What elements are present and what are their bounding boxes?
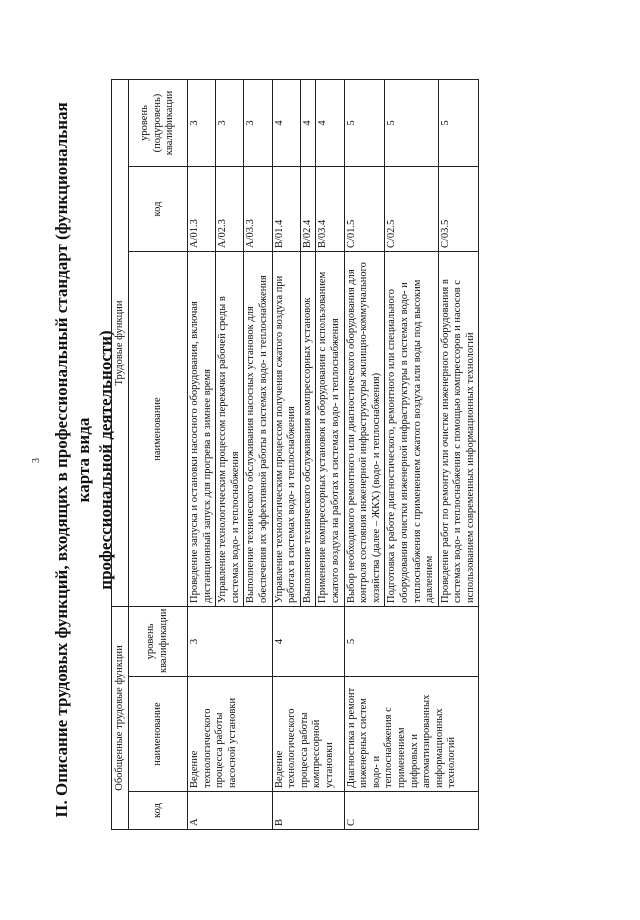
group-name: Ведение технологического процесса работы насосной установки: [188, 677, 273, 792]
function-name: Проведение работ по ремонту или очистке инженерного оборудования в системах водо- и теплоснабжения с помощью компрессоров и насосов с использованием современных информационных технологий: [438, 252, 479, 607]
group-name: Диагностика и ремонт инженерных систем водо- и теплоснабжения с применением цифровых и автоматизированных информационных технологий: [344, 677, 479, 792]
function-name: Управление технологическим процессом перекачки рабочей среды в системах водо- и теплоснабжения: [216, 252, 244, 607]
function-level: 3: [216, 79, 244, 166]
function-code: B/01.4: [272, 167, 300, 252]
function-name: Управление технологическим процессом получения сжатого воздуха при работах в системах водо- и теплоснабжения: [272, 252, 300, 607]
function-name: Выполнение технического обслуживания насосных установок для обеспечения их эффективной работы в системах водо- и теплоснабжения: [244, 252, 272, 607]
header-row-1: [112, 79, 129, 829]
group-level: 4: [272, 607, 344, 677]
function-code: C/03.5: [438, 167, 479, 252]
group-code: C: [344, 792, 479, 830]
function-level: 4: [272, 79, 300, 166]
header-row-2: [129, 79, 188, 829]
function-level: 5: [344, 79, 385, 166]
function-name: Применение компрессорных установок и оборудования с использованием сжатого воздуха на работах в системах водо- и теплоснабжения: [316, 252, 344, 607]
header-code: код: [129, 792, 188, 830]
document-title: [51, 80, 115, 840]
title-line-2: профессиональной деятельности): [96, 330, 115, 590]
header-generalized: Обобщенные трудовые функции: [112, 607, 129, 830]
header-labor: Трудовые функции: [112, 79, 129, 606]
function-level: 3: [188, 79, 216, 166]
function-level: 4: [316, 79, 344, 166]
function-name: Проведение запуска и остановки насосного оборудования, включая дистанционный запуск для прогрева в зимнее время: [188, 252, 216, 607]
function-code: B/02.4: [300, 167, 316, 252]
table-row: [272, 79, 300, 829]
function-code: C/01.5: [344, 167, 385, 252]
table-row: [344, 79, 385, 829]
title-line-1: II. Описание трудовых функций, входящих в профессиональный стандарт (функциональная карта вида: [52, 102, 93, 818]
header-labor-name: наименование: [129, 252, 188, 607]
function-code: C/02.5: [385, 167, 438, 252]
function-level: 5: [385, 79, 438, 166]
group-code: B: [272, 792, 344, 830]
function-level: 3: [244, 79, 272, 166]
group-level: 3: [188, 607, 273, 677]
function-name: Подготовка к работе диагностического, ремонтного или специального оборудования очистки инженерной инфраструктуры в системах водо- и теплоснабжения с применением сжатого воздуха или воды под высоким давлением: [385, 252, 438, 607]
function-level: 5: [438, 79, 479, 166]
function-code: A/02.3: [216, 167, 244, 252]
function-code: A/01.3: [188, 167, 216, 252]
function-level: 4: [300, 79, 316, 166]
group-level: 5: [344, 607, 479, 677]
function-code: B/03.4: [316, 167, 344, 252]
header-gen-level: уровень квалификации: [129, 607, 188, 677]
group-name: Ведение технологического процесса работы компрессорной установки: [272, 677, 344, 792]
functional-map-table: [111, 79, 479, 830]
function-name: Выбор необходимого ремонтного или диагностического оборудования для контроля состояния инженерной инфраструктуры жилищно-коммунального хозяйства (далее – ЖКХ) (водо- и теплоснабжения): [344, 252, 385, 607]
group-code: A: [188, 792, 273, 830]
header-labor-code: код: [129, 167, 188, 252]
function-name: Выполнение технического обслуживания компрессорных установок: [300, 252, 316, 607]
table-row: [188, 79, 216, 829]
document-sheet: [51, 65, 571, 865]
header-labor-level: уровень (подуровень) квалификации: [129, 79, 188, 166]
header-name: наименование: [129, 677, 188, 792]
function-code: A/03.3: [244, 167, 272, 252]
page-number: 3: [31, 458, 42, 463]
